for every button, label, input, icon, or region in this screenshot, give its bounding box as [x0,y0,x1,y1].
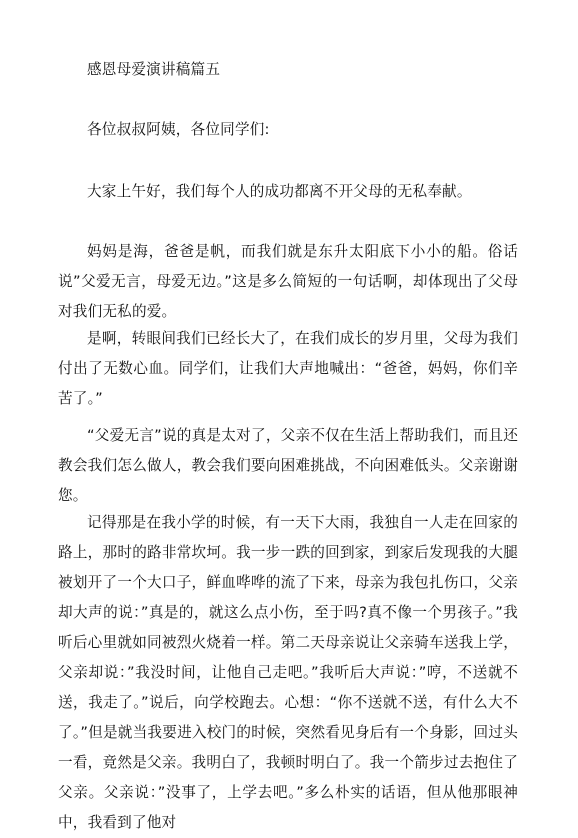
greeting: 各位叔叔阿姨，各位同学们: [87,121,270,138]
paragraph: 是啊，转眼间我们已经长大了，在我们成长的岁月里，父母为我们付出了无数心血。同学们，让我们大声地喊出：“爸爸，妈妈，你们辛苦了。” [58,330,518,407]
paragraph: 妈妈是海，爸爸是帆，而我们就是东升太阳底下小小的船。俗话说”父爱无言，母爱无边。”这是多么简短的一句话啊，却体现出了父母对我们无私的爱。 [58,243,518,320]
paragraph: 记得那是在我小学的时候，有一天下大雨，我独自一人走在回家的路上，那时的路非常坎坷。我一步一跌的回到家，到家后发现我的大腿被划开了一个大口子，鲜血哗哗的流了下来，母亲为我包扎伤口，父亲却大声的说：”真是的，就这么点小伤，至于吗?真不像一个男孩子。”我听后心里就如同被烈火烧着一样。第二天母亲说让父亲骑车送我上学，父亲却说：”我没时间，让他自己走吧。”我听后大声说：”哼，不送就不送，我走了。”说后，向学校跑去。心想：“你不送就不送，有什么大不了。”但是就当我要进入校门的时候，突然看见身后有一个身影，回过头一看，竟然是父亲。我明白了，我顿时明白了。我一个箭步过去抱住了父亲。父亲说：”没事了，上学去吧。”多么朴实的话语，但从他那眼神中，我看到了他对 [58,514,518,831]
document-title: 感恩母爱演讲稿篇五 [87,61,221,78]
paragraph: 大家上午好，我们每个人的成功都离不开父母的无私奉献。 [87,183,472,200]
paragraph: “父爱无言”说的真是太对了，父亲不仅在生活上帮助我们，而且还教会我们怎么做人，教会我们要向困难挑战，不向困难低头。父亲谢谢您。 [58,427,518,504]
